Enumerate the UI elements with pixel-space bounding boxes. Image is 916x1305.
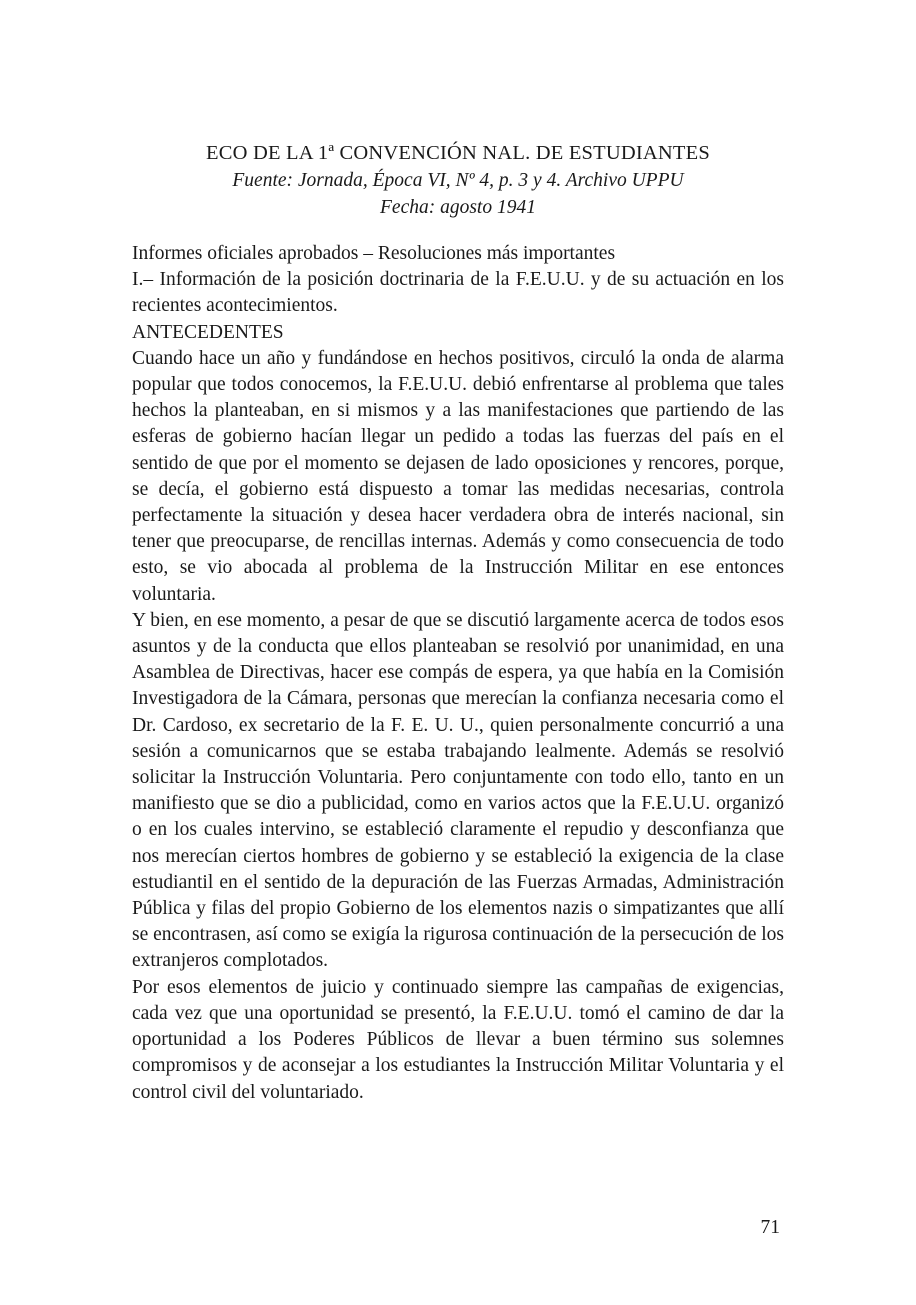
item-one-paragraph: I.– Información de la posición doctrinaria de la F.E.U.U. y de su actuación en los recientes acontecimientos. [132,269,784,317]
source-citation: Fuente: Jornada, Época VI, Nº 4, p. 3 y 4. Archivo UPPU [232,170,684,191]
body-paragraph: Cuando hace un año y fundándose en hechos positivos, circuló la onda de alarma popular que todos conocemos, la F.E.U.U. debió enfrentarse al problema que tales hechos la planteaban, en si mismos y a las manifestaciones que partiendo de las esferas de gobierno hacían llegar un pedido a todas las fuerzas del país en el sentido de que por el momento se dejasen de lado oposiciones y rencores, porque, se decía, el gobierno está dispuesto a tomar las medidas necesarias, controla perfectamente la situación y desea hacer verdadera obra de interés nacional, sin tener que preocuparse, de rencillas internas. Además y como consecuencia de todo esto, se vio abocada al problema de la Instrucción Militar en ese entonces voluntaria. [132,347,784,605]
report-heading: Informes oficiales aprobados – Resoluciones más importantes [132,243,616,264]
body-paragraph: Y bien, en ese momento, a pesar de que se discutió largamente acerca de todos esos asuntos y de la conducta que ellos planteaban se resolvió por unanimidad, en una Asamblea de Directivas, hacer ese compás de espera, ya que había en la Comisión Investigadora de la Cámara, personas que merecían la confianza necesaria como el Dr. Cardoso, ex secretario de la F. E. U. U., quien personalmente concurrió a una sesión a comunicarnos que se estaba trabajando lealmente. Además se resolvió solicitar la Instrucción Voluntaria. Pero conjuntamente con todo ello, tanto en un manifiesto que se dio a publicidad, como en varios actos que la F.E.U.U. organizó o en los cuales intervino, se estableció claramente el repudio y desconfianza que nos merecían ciertos hombres de gobierno y se estableció la exigencia de la clase estudiantil en el sentido de la depuración de las Fuerzas Armadas, Administración Pública y filas del propio Gobierno de los elementos nazis o simpatizantes que allí se encontrasen, así como se exigía la rigurosa continuación de la persecución de los extranjeros complotados. [132,609,784,972]
page-number: 71 [760,1217,780,1238]
body-paragraph: Por esos elementos de juicio y continuado siempre las campañas de exigencias, cada vez que una oportunidad se presentó, la F.E.U.U. tomó el camino de dar la oportunidad a los Poderes Públicos de llevar a buen término sus solemnes compromisos y de aconsejar a los estudiantes la Instrucción Militar Voluntaria y el control civil del voluntariado. [132,976,784,1103]
document-date: Fecha: agosto 1941 [380,197,536,218]
document-header [0,140,916,221]
document-title: ECO DE LA 1ª CONVENCIÓN NAL. DE ESTUDIANTES [206,142,710,164]
section-heading: ANTECEDENTES [132,321,284,343]
document-body [132,241,784,1106]
